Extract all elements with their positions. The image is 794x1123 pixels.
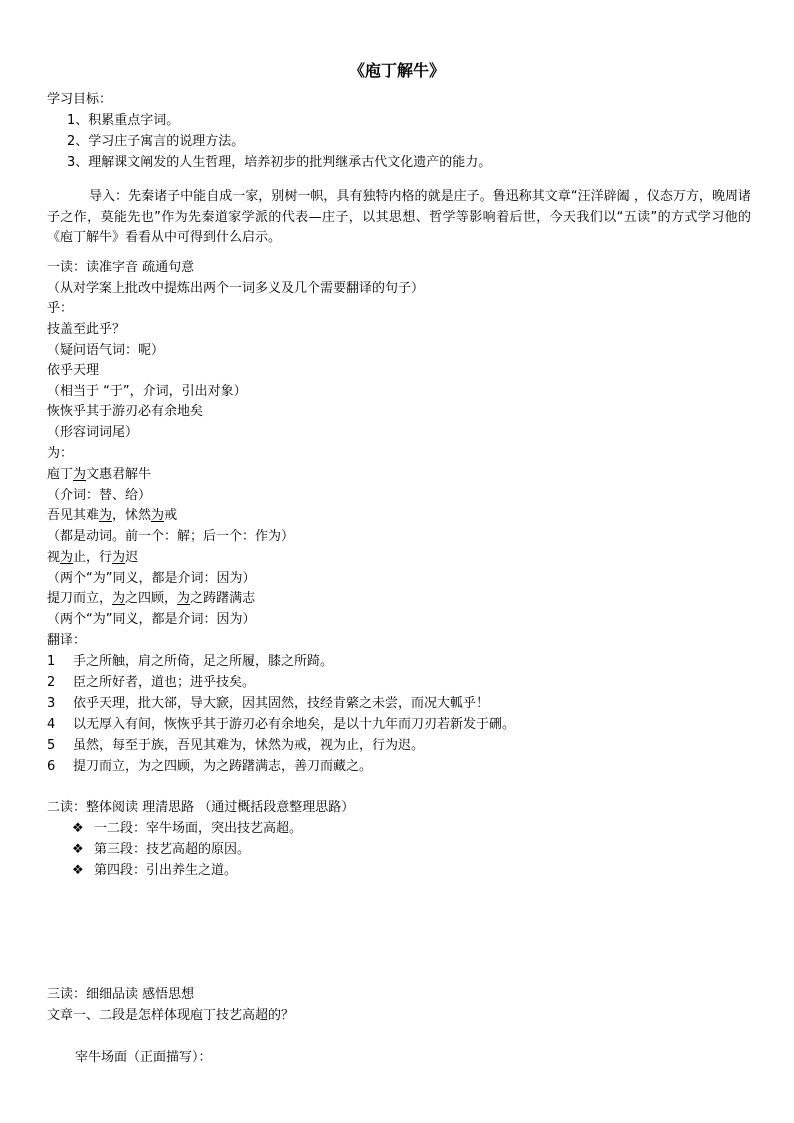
diamond-bullet-icon: ❖	[72, 842, 84, 857]
read1-note: （从对学案上批改中提炼出两个一词多义及几个需要翻译的句子）	[47, 281, 425, 296]
translate-item: 3 依乎天理，批大郤，导大窾，因其固然，技经肯綮之未尝，而况大軱乎！	[47, 696, 490, 711]
read3-question: 文章一、二段是怎样体现庖丁技艺高超的？	[47, 1008, 295, 1023]
wei-label: 为：	[47, 446, 74, 461]
objectives-heading: 学习目标：	[47, 92, 113, 107]
objective-item: 2、学习庄子寓言的说理方法。	[67, 134, 245, 149]
wei-note-2: （都是动词。前一个：解；后一个：作为）	[47, 529, 295, 544]
read1-heading: 一读：读准字音 疏通句意	[47, 260, 195, 275]
wei-note-3: （两个“为”同义，都是介词：因为）	[47, 571, 256, 586]
hu-label: 乎：	[47, 301, 74, 316]
wei-sentence-2: 吾见其难为，怵然为戒	[47, 508, 178, 523]
objective-item: 1、积累重点字词。	[67, 113, 180, 128]
objective-item: 3、理解课文阐发的人生哲理，培养初步的批判继承古代文化遗产的能力。	[67, 155, 492, 170]
read3-heading: 三读：细细品读 感悟思想	[47, 987, 195, 1002]
hu-sentence-1: 技盖至此乎？	[47, 322, 126, 337]
hu-note-2: （相当于 “于”，介词，引出对象）	[47, 384, 247, 399]
hu-sentence-2: 依乎天理	[47, 363, 100, 378]
intro-paragraph: 导入：先秦诸子中能自成一家，别树一帜，具有独特内格的就是庄子。鲁迅称其文章“汪洋辟阖 ，仪态万方，晚周诸子之作，莫能先也”作为先秦道家学派的代表—庄子，以其思想、哲学等影响着后世，今天我们以“五读”的方式学习他的《庖丁解牛》看看从中可得到什么启示。	[47, 189, 751, 245]
translate-item: 2 臣之所好者，道也；进乎技矣。	[47, 675, 256, 690]
translate-item: 6 提刀而立，为之四顾，为之踌躇满志，善刀而藏之。	[47, 759, 373, 774]
wei-sentence-3: 视为止，行为迟	[47, 550, 139, 565]
hu-note-1: （疑问语气词：呢）	[47, 343, 165, 358]
wei-note-4: （两个“为”同义，都是介词：因为）	[47, 612, 256, 627]
diamond-bullet-icon: ❖	[72, 863, 84, 878]
wei-note-1: （介词：替、给）	[47, 488, 152, 503]
translate-item: 5 虽然，每至于族，吾见其难为，怵然为戒，视为止，行为迟。	[47, 738, 425, 753]
read2-heading: 二读：整体阅读 理清思路 （通过概括段意整理思路）	[47, 800, 355, 815]
wei-sentence-1: 庖丁为文惠君解牛	[47, 467, 152, 482]
hu-note-3: （形容词词尾）	[47, 425, 139, 440]
page-title: 《庖丁解牛》	[348, 61, 445, 80]
read2-item: ❖ 一二段：宰牛场面，突出技艺高超。	[72, 819, 302, 839]
translate-label: 翻译：	[47, 633, 87, 648]
diamond-bullet-icon: ❖	[72, 821, 84, 836]
translate-item: 4 以无厚入有间，恢恢乎其于游刃必有余地矣，是以十九年而刀刃若新发于硎。	[47, 717, 516, 732]
hu-sentence-3: 恢恢乎其于游刃必有余地矣	[47, 404, 204, 419]
read3-subheading: 宰牛场面（正面描写）：	[75, 1050, 212, 1065]
wei-sentence-4: 提刀而立，为之四顾，为之踌躇满志	[47, 591, 256, 606]
read2-item: ❖ 第四段：引出养生之道。	[72, 861, 237, 881]
translate-item: 1 手之所触，肩之所倚，足之所履，膝之所踦。	[47, 654, 334, 669]
read2-item: ❖ 第三段：技艺高超的原因。	[72, 840, 250, 860]
